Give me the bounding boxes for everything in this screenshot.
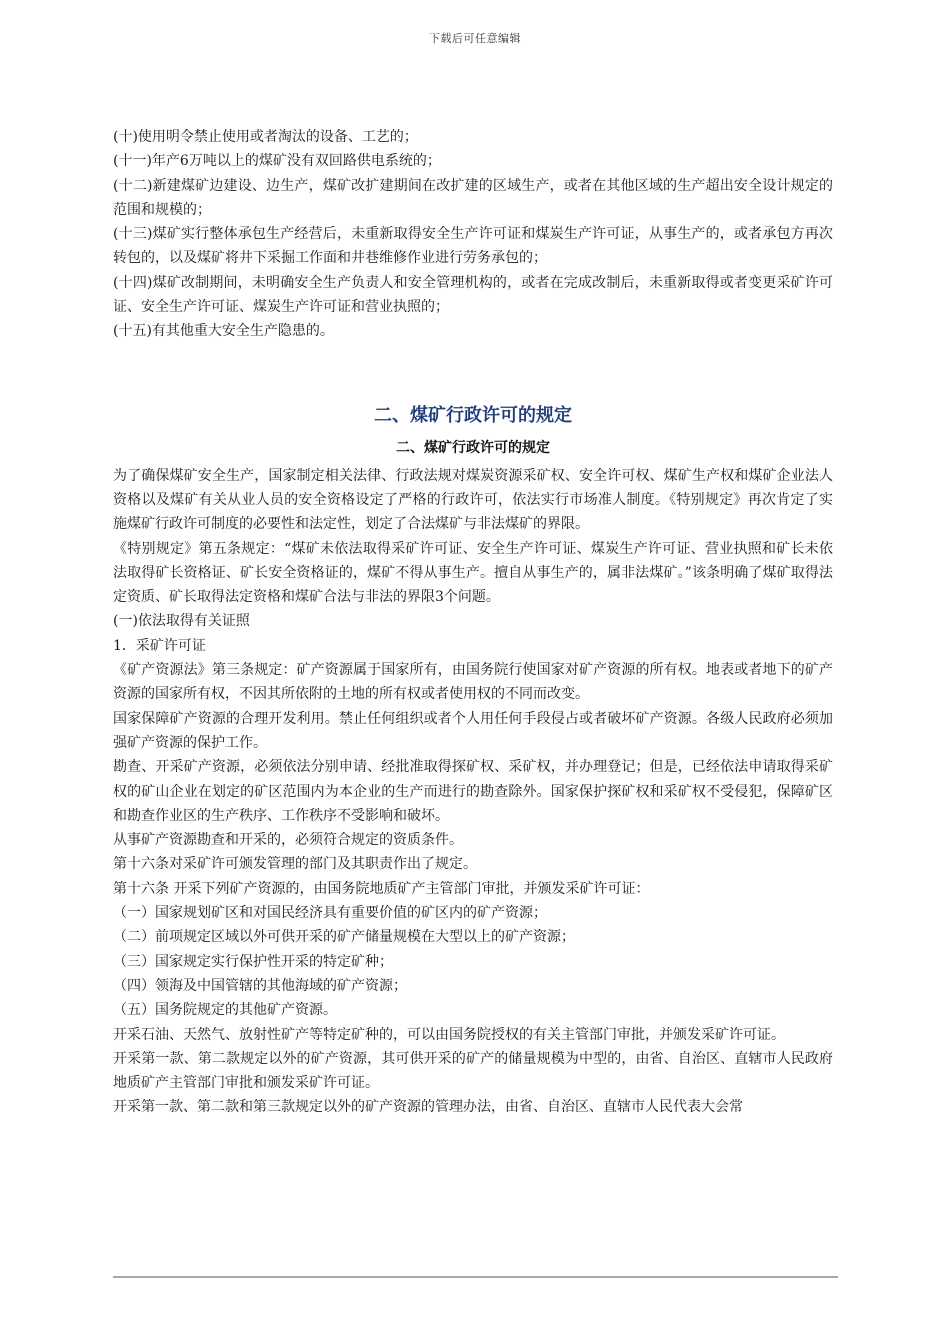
paragraph: 开采第一款、第二款和第三款规定以外的矿产资源的管理办法，由省、自治区、直辖市人民代表大会常 xyxy=(113,1099,743,1116)
paragraph: (一)依法取得有关证照 xyxy=(113,613,250,630)
paragraph: 勘查、开采矿产资源，必须依法分别申请、经批准取得探矿权、采矿权，并办理登记；但是，已经依法申请取得采矿权的矿山企业在划定的矿区范围内为本企业的生产而进行的勘查除外。国家保护探矿权和采矿权不受侵犯，保障矿区和勘查作业区的生产秩序、工作秩序不受影响和破坏。 xyxy=(113,759,833,824)
paragraph: （五）国务院规定的其他矿产资源。 xyxy=(113,1002,337,1019)
paragraph: （四）领海及中国管辖的其他海域的矿产资源； xyxy=(113,977,407,994)
list-item: (十一)年产6万吨以上的煤矿没有双回路供电系统的； xyxy=(113,153,441,170)
paragraph: 第十六条 开采下列矿产资源的，由国务院地质矿产主管部门审批，并颁发采矿许可证： xyxy=(113,880,650,897)
paragraph: （一）国家规划矿区和对国民经济具有重要价值的矿区内的矿产资源； xyxy=(113,905,547,922)
paragraph: 第十六条对采矿许可颁发管理的部门及其职责作出了规定。 xyxy=(113,856,477,873)
footer-divider xyxy=(113,1276,838,1278)
section-subtitle: 二、煤矿行政许可的规定 xyxy=(396,439,550,456)
paragraph: 《矿产资源法》第三条规定：矿产资源属于国家所有，由国务院行使国家对矿产资源的所有权。地表或者地下的矿产资源的国家所有权，不因其所依附的土地的所有权或者使用权的不同而改变。 xyxy=(113,662,833,703)
paragraph: 1．采矿许可证 xyxy=(113,637,206,654)
list-item: (十三)煤矿实行整体承包生产经营后，未重新取得安全生产许可证和煤炭生产许可证，从事生产的，或者承包方再次转包的，以及煤矿将井下采掘工作面和井巷维修作业进行劳务承包的； xyxy=(113,226,833,267)
paragraph: 国家保障矿产资源的合理开发利用。禁止任何组织或者个人用任何手段侵占或者破坏矿产资源。各级人民政府必须加强矿产资源的保护工作。 xyxy=(113,710,833,751)
document-body xyxy=(113,125,833,1120)
list-item: (十二)新建煤矿边建设、边生产，煤矿改扩建期间在改扩建的区域生产，或者在其他区域的生产超出安全设计规定的范围和规模的； xyxy=(113,177,833,218)
page-header: 下载后可任意编辑 xyxy=(429,32,521,45)
paragraph: （三）国家规定实行保护性开采的特定矿种； xyxy=(113,953,393,970)
paragraph: （二）前项规定区域以外可供开采的矿产储量规模在大型以上的矿产资源； xyxy=(113,929,575,946)
paragraph: 为了确保煤矿安全生产，国家制定相关法律、行政法规对煤炭资源采矿权、安全许可权、煤矿生产权和煤矿企业法人资格以及煤矿有关从业人员的安全资格设定了严格的行政许可，依法实行市场准人制度。《特别规定》再次肯定了实施煤矿行政许可制度的必要性和法定性，划定了合法煤矿与非法煤矿的界限。 xyxy=(113,467,833,533)
paragraph: 开采石油、天然气、放射性矿产等特定矿种的，可以由国务院授权的有关主管部门审批，并颁发采矿许可证。 xyxy=(113,1026,785,1043)
list-item: (十五)有其他重大安全生产隐患的。 xyxy=(113,323,334,340)
section-spacer xyxy=(113,344,833,402)
list-item: (十四)煤矿改制期间，未明确安全生产负责人和安全管理机构的，或者在完成改制后，未重新取得或者变更采矿许可证、安全生产许可证、煤炭生产许可证和营业执照的； xyxy=(113,274,833,316)
section-title: 二、煤矿行政许可的规定 xyxy=(374,404,572,426)
paragraph: 《特别规定》第五条规定：“煤矿未依法取得采矿许可证、安全生产许可证、煤炭生产许可证、营业执照和矿长未依法取得矿长资格证、矿长安全资格证的，煤矿不得从事生产。擅自从事生产的，属非法煤矿。”该条明确了煤矿取得法定资质、矿长取得法定资格和煤矿合法与非法的界限3个问题。 xyxy=(113,540,833,606)
list-item: (十)使用明令禁止使用或者淘汰的设备、工艺的； xyxy=(113,129,418,145)
paragraph: 从事矿产资源勘查和开采的，必须符合规定的资质条件。 xyxy=(113,832,463,849)
paragraph: 开采第一款、第二款规定以外的矿产资源，其可供开采的矿产的储量规模为中型的，由省、自治区、直辖市人民政府地质矿产主管部门审批和颁发采矿许可证。 xyxy=(113,1050,833,1092)
